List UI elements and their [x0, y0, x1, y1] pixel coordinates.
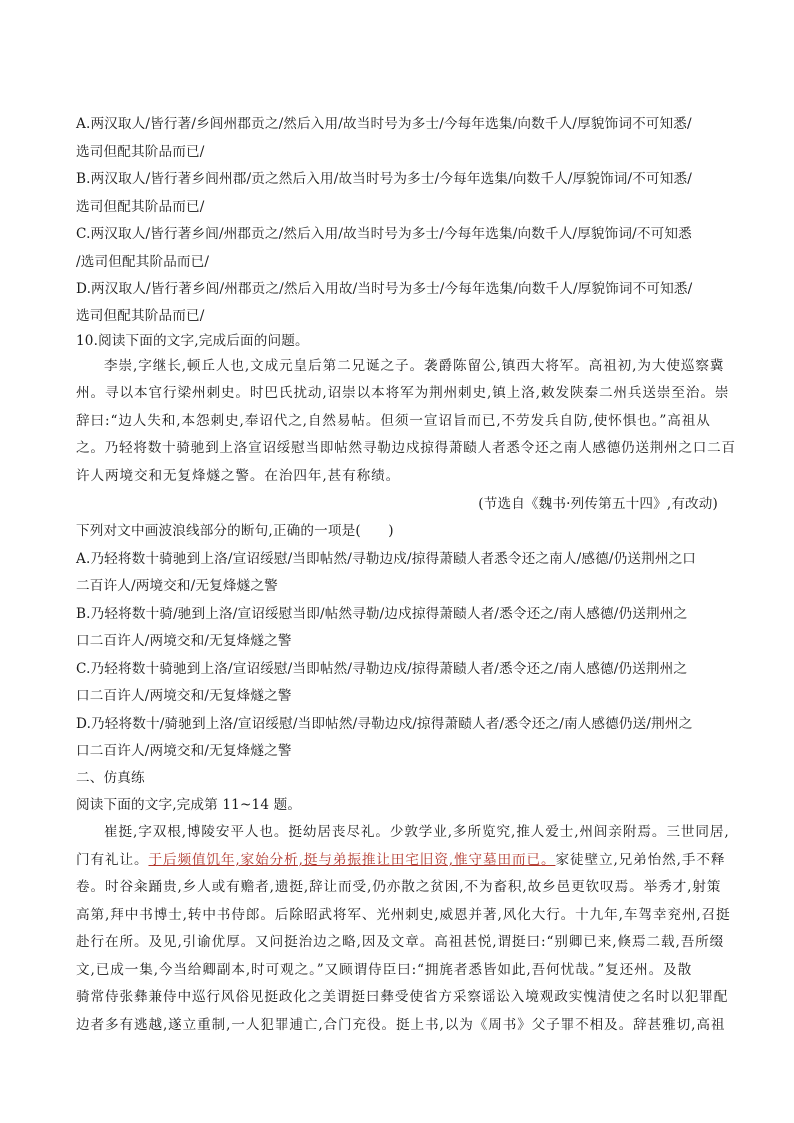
- q9-option-a-line1: A.两汉取人/皆行著/乡闾州郡贡之/然后入用/故当时号为多士/今每年选集/向数千人/厚貌饰词不可知悉/: [76, 116, 692, 132]
- q10-heading: 10.阅读下面的文字,完成后面的问题。: [76, 333, 309, 349]
- passage-line6: 文,已成一集,今当给卿副本,时可观之。”又顾谓侍臣曰:“拥旄者悉皆如此,吾何忧哉。”复还州。及散: [76, 962, 693, 978]
- q9-option-c-line2: /选司但配其阶品而已/: [76, 254, 210, 270]
- passage-line2-head: 门有礼让。: [76, 852, 149, 868]
- q10-passage-line3: 辞曰:“边人失和,本怨刺史,奉诏代之,自然易帖。但须一宣诏旨而已,不劳发兵自防,使怀惧也。”高祖从: [76, 413, 711, 429]
- q10-option-a-line1: A.乃轻将数十骑驰到上洛/宣诏绥慰/当即帖然/寻勒边戍/掠得萧赜人者悉令还之南人/感德/仍送荆州之口: [76, 551, 697, 567]
- q9-option-d-line1: D.两汉取人/皆行著乡闾/州郡贡之/然后入用故/当时号为多士/今每年选集/向数千人/厚貌饰词不可知悉/: [76, 281, 693, 297]
- passage-line4: 高第,拜中书博士,转中书侍郎。后除昭武将军、光州刺史,威恩并著,风化大行。十九年,车驾幸兖州,召挺: [76, 907, 731, 923]
- q9-option-d-line2: 选司但配其阶品而已/: [76, 308, 205, 324]
- q10-option-c-line2: 口二百许人/两境交和/无复烽燧之警: [76, 688, 292, 704]
- passage-line2-tail: 家徒壁立,兄弟怡然,手不释: [555, 852, 726, 868]
- q10-passage-line1: 李崇,字继长,顿丘人也,文成元皇后第二兄诞之子。袭爵陈留公,镇西大将军。高祖初,为大使巡察冀: [104, 358, 725, 374]
- q9-option-a-line2: 选司但配其阶品而已/: [76, 144, 205, 160]
- q10-option-c-line1: C.乃轻将数十骑驰到上洛/宣诏绥慰/当即帖然/寻勒边戍/掠得萧赜人者/悉令还之/南人感德/仍送荆州之: [76, 661, 688, 677]
- passage-line8: 边者多有逃越,遂立重制,一人犯罪逋亡,合门充役。挺上书,以为《周书》父子罪不相及。辞甚雅切,高祖: [76, 1017, 726, 1033]
- q9-option-b-line1: B.两汉取人/皆行著乡闾州郡/贡之然后入用/故当时号为多士/今每年选集/向数千人/厚貌饰词/不可知悉/: [76, 171, 692, 187]
- q9-option-b-line2: 选司但配其阶品而已/: [76, 199, 205, 215]
- q10-source: (节选自《魏书·列传第五十四》,有改动): [478, 496, 718, 512]
- q10-option-b-line1: B.乃轻将数十骑/驰到上洛/宣诏绥慰当即/帖然寻勒/边戍掠得萧赜人者/悉令还之/南人感德/仍送荆州之: [76, 606, 688, 622]
- q10-passage-line2: 州。寻以本官行梁州刺史。时巴氏扰动,诏崇以本将军为荆州刺史,镇上洛,敕发陕秦二州兵送崇至治。崇: [76, 385, 730, 401]
- section-heading: 二、仿真练: [76, 770, 145, 786]
- q10-option-d-line2: 口二百许人/两境交和/无复烽燧之警: [76, 743, 292, 759]
- passage-line2: [76, 850, 736, 870]
- section-instruction: 阅读下面的文字,完成第 11~14 题。: [76, 797, 302, 813]
- passage-line7: 骑常侍张彝兼侍中巡行风俗见挺政化之美谓挺曰彝受使省方采察谣讼入境观政实愧清使之名时以犯罪配: [76, 989, 729, 1005]
- q10-option-a-line2: 二百许人/两境交和/无复烽燧之警: [76, 578, 278, 594]
- passage-line5: 赴行在所。及见,引谕优厚。又问挺治边之略,因及文章。高祖甚悦,谓挺曰:“别卿已来,倏焉二载,吾所缀: [76, 934, 725, 950]
- q9-option-c-line1: C.两汉取人/皆行著乡闾/州郡贡之/然后入用/故当时号为多士/今每年选集/向数千人/厚貌饰词/不可知悉: [76, 226, 692, 242]
- q10-option-b-line2: 口二百许人/两境交和/无复烽燧之警: [76, 633, 292, 649]
- q10-passage-line4: 之。乃轻将数十骑驰到上洛宣诏绥慰当即帖然寻勒边戍掠得萧赜人者悉令还之南人感德仍送荆州之口二百: [76, 440, 736, 456]
- underlined-sentence: 于后频值饥年,家始分析,挺与弟振推让田宅旧资,惟守墓田而已。: [148, 852, 556, 868]
- passage-line1: 崔挺,字双根,博陵安平人也。挺幼居丧尽礼。少敦学业,多所览究,推人爱士,州闾亲附焉。三世同居,: [104, 824, 730, 840]
- q10-question: 下列对文中画波浪线部分的断句,正确的一项是( ): [76, 523, 394, 539]
- q10-passage-line5: 许人两境交和无复烽燧之警。在治四年,甚有称绩。: [76, 468, 401, 484]
- q10-option-d-line1: D.乃轻将数十/骑驰到上洛/宣诏绥慰/当即帖然/寻勒边戍/掠得萧赜人者/悉令还之/南人感德仍送/荆州之: [76, 716, 693, 732]
- passage-line3: 卷。时谷籴踊贵,乡人或有赡者,遗挺,辞让而受,仍亦散之贫困,不为畜积,故乡邑更钦叹焉。举秀才,射策: [76, 879, 722, 895]
